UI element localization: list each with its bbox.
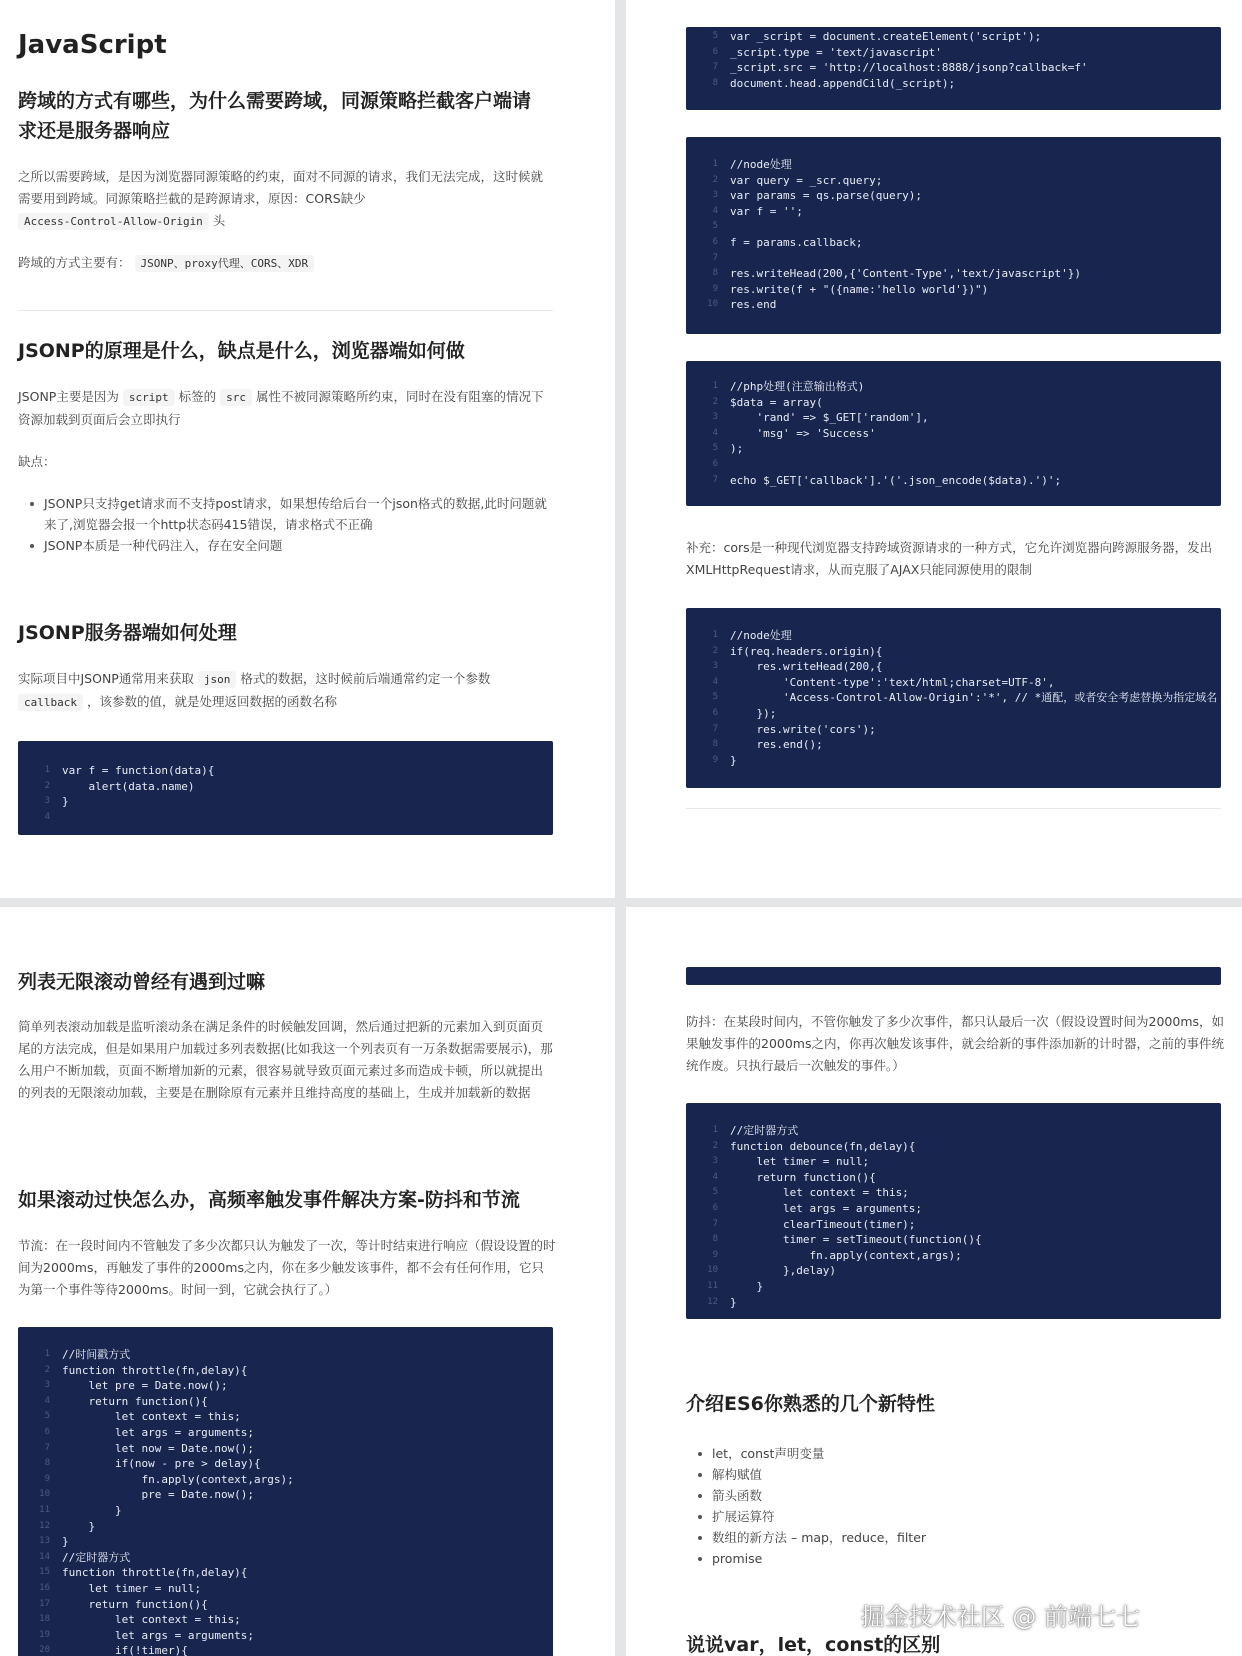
code-line: 7 echo $_GET['callback'].'('.json_encode($data).')';	[712, 473, 1062, 487]
list-item: JSONP本质是一种代码注入，存在安全问题	[18, 535, 548, 556]
jsonp-paragraph	[18, 386, 553, 431]
jsonp-text-c: 属性不被同源策略所约束，同时在没有阻塞的情况下资源加载到页面后会立即执行	[18, 389, 544, 427]
code-line: 9 res.write(f + "({name:'hello world'})")	[712, 282, 989, 296]
code-line: 6 let args = arguments;	[44, 1425, 255, 1439]
code-line: 8 if(now - pre > delay){	[44, 1457, 261, 1471]
cross-methods-label: 跨域的方式主要有：	[18, 255, 131, 270]
code-line: 11 }	[39, 1503, 122, 1517]
list-item: 数组的新方法 – map，reduce，filter	[686, 1527, 1206, 1548]
code-line: 11 }	[707, 1279, 764, 1293]
code-line: 2 function debounce(fn,delay){	[712, 1139, 916, 1153]
list-item: 箭头函数	[686, 1485, 1206, 1506]
page-panel-top-right	[626, 0, 1242, 898]
code-line: 6 let args = arguments;	[712, 1201, 923, 1215]
code-line: 12 }	[39, 1519, 96, 1533]
jsonp-text-a: JSONP主要是因为	[18, 389, 119, 404]
throttle-paragraph: 节流：在一段时间内不管触发了多少次都只认为触发了一次，等计时结束进行响应（假设设置的时间为2000ms，再触发了事件的2000ms之内，你在多少触发该事件，都不会有任何作用，它只为第一个事件等待2000ms。时间一到，它就会执行了。）	[18, 1238, 556, 1297]
code-line: 17 return function(){	[39, 1597, 208, 1611]
code-line: 6 f = params.callback;	[712, 235, 863, 249]
code-line: 3 }	[44, 795, 69, 809]
watermark: 掘金技术社区 @ 前端七七	[860, 1603, 1140, 1631]
heading-throttle-debounce: 如果滚动过快怎么办，高频率触发事件解决方案-防抖和节流	[18, 1189, 520, 1211]
list-item: promise	[686, 1548, 1206, 1569]
inline-code: Access-Control-Allow-Origin	[18, 213, 209, 230]
code-line: 2 $data = array(	[712, 395, 823, 409]
inline-code: script	[123, 389, 175, 406]
code-line: 9 fn.apply(context,args);	[44, 1472, 294, 1486]
code-line: 20 if(!timer){	[39, 1644, 188, 1656]
code-line: 9 }	[712, 753, 737, 767]
code-line: 8 document.head.appendCild(_script);	[712, 76, 956, 90]
code-line: 16 let timer = null;	[39, 1581, 202, 1595]
code-line: 4 'msg' => 'Success'	[712, 426, 876, 440]
code-block-node-server	[686, 137, 1221, 334]
inline-code: JSONP、proxy代理、CORS、XDR	[135, 255, 315, 272]
code-line: 8 timer = setTimeout(function(){	[712, 1233, 982, 1247]
heading-var-let-const: 说说var，let，const的区别	[686, 1634, 941, 1656]
code-line: 3 let pre = Date.now();	[44, 1379, 228, 1393]
code-line: 1 //定时器方式	[712, 1124, 799, 1137]
cross-methods-paragraph	[18, 252, 553, 275]
es6-feature-list	[686, 1443, 1206, 1569]
code-line: 1 //node处理	[712, 629, 792, 642]
code-line: 4 var f = '';	[712, 204, 803, 218]
code-line: 2 var query = _scr.query;	[712, 173, 883, 187]
code-line: 2 alert(data.name)	[44, 779, 195, 793]
code-line: 10 res.end	[707, 298, 777, 312]
server-paragraph	[18, 668, 528, 714]
code-line: 13 }	[39, 1535, 69, 1549]
heading-infinite-scroll: 列表无限滚动曾经有遇到过嘛	[18, 971, 266, 993]
divider	[18, 310, 553, 311]
inline-code: src	[220, 389, 252, 406]
divider	[686, 808, 1221, 809]
server-text-b: 格式的数据，这时候前后端通常约定一个参数	[240, 671, 491, 686]
code-block-throttle	[18, 1327, 553, 1656]
code-line: 5	[712, 221, 718, 232]
code-line: 15 function throttle(fn,delay){	[39, 1566, 248, 1580]
code-line: 7 _script.src = 'http://localhost:8888/jsonp?callback=f'	[712, 61, 1088, 75]
code-line: 7 clearTimeout(timer);	[712, 1217, 916, 1231]
code-line: 18 let context = this;	[39, 1613, 241, 1627]
list-item: 解构赋值	[686, 1464, 1206, 1485]
code-line: 6	[712, 458, 718, 469]
code-line: 4 'Content-type':'text/html;charset=UTF-8',	[712, 675, 1055, 689]
heading-jsonp: JSONP的原理是什么，缺点是什么，浏览器端如何做	[18, 340, 465, 362]
server-text-c: ，该参数的值，就是处理返回数据的函数名称	[86, 694, 337, 709]
code-line: 2 if(req.headers.origin){	[712, 644, 883, 658]
heading-cross-origin: 跨域的方式有哪些，为什么需要跨域，同源策略拦截客户端请求还是服务器响应	[18, 90, 532, 142]
cross-origin-text: 之所以需要跨域，是因为浏览器同源策略的约束，面对不同源的请求，我们无法完成，这时候就需要用到跨域。同源策略拦截的是跨源请求，原因：CORS缺少	[18, 169, 544, 206]
code-block-php-server	[686, 361, 1221, 506]
list-item: 扩展运算符	[686, 1506, 1206, 1527]
cons-list	[18, 493, 548, 556]
page-panel-bottom-left	[0, 907, 615, 1656]
code-line: 5 );	[712, 442, 744, 456]
server-text-a: 实际项目中JSONP通常用来获取	[18, 671, 194, 686]
code-line: 5 'Access-Control-Allow-Origin':'*', // *通配，或者安全考虑替换为指定域名	[712, 691, 1218, 705]
code-line: 10 pre = Date.now();	[39, 1488, 255, 1502]
list-item: let，const声明变量	[686, 1443, 1206, 1464]
cons-label: 缺点：	[18, 454, 56, 469]
code-line: 19 let args = arguments;	[39, 1628, 255, 1642]
code-line: 6 });	[712, 706, 777, 720]
code-block-jsonp-script	[686, 27, 1221, 110]
code-line: 7	[712, 252, 718, 263]
cross-origin-tail: 头	[212, 213, 226, 228]
code-line: 5 var _script = document.createElement('script');	[712, 30, 1042, 43]
inline-code: callback	[18, 694, 83, 711]
code-line: 12 }	[707, 1295, 737, 1309]
page-panel-top-left	[0, 0, 615, 898]
code-line: 3 let timer = null;	[712, 1155, 870, 1169]
list-item: JSONP只支持get请求而不支持post请求，如果想传给后台一个json格式的数据,此时问题就来了,浏览器会报一个http状态码415错误，请求格式不正确	[18, 493, 548, 535]
code-line: 2 function throttle(fn,delay){	[44, 1363, 248, 1377]
code-line: 1 var f = function(data){	[44, 764, 215, 777]
infinite-scroll-paragraph: 简单列表滚动加载是监听滚动条在满足条件的时候触发回调，然后通过把新的元素加入到页面页尾的方法完成，但是如果用户加载过多列表数据(比如我这一个列表页有一万条数据需要展示)，那么用户不断加载，页面不断增加新的元素，很容易就导致页面元素过多而造成卡顿，所以就提出的列表的无限滚动加载，主要是在删除原有元素并且维持高度的基础上，生成并加载新的数据	[18, 1019, 553, 1100]
heading-jsonp-server: JSONP服务器端如何处理	[18, 622, 237, 644]
inline-code: json	[198, 671, 237, 688]
code-block-cors	[686, 608, 1221, 788]
code-block-debounce	[686, 1103, 1221, 1319]
code-line: 7 let now = Date.now();	[44, 1441, 255, 1455]
debounce-paragraph: 防抖：在某段时间内，不管你触发了多少次事件，都只认最后一次（假设设置时间为2000ms，如果触发事件的2000ms之内，你再次触发该事件，就会给新的事件添加新的计时器，之前的事件统统作废。只执行最后一次触发的事件。）	[686, 1014, 1225, 1073]
cors-note: 补充：cors是一种现代浏览器支持跨域资源请求的一种方式，它允许浏览器向跨源服务器，发出XMLHttpRequest请求，从而克服了AJAX只能同源使用的限制	[686, 540, 1213, 577]
cross-origin-paragraph	[18, 166, 553, 233]
code-line: 1 //node处理	[712, 158, 792, 171]
code-line: 4	[44, 811, 50, 822]
page-panel-bottom-right	[626, 907, 1242, 1656]
code-line: 1 //php处理(注意输出格式)	[712, 380, 865, 393]
code-line: 9 fn.apply(context,args);	[712, 1248, 962, 1262]
code-line: 8 res.end();	[712, 738, 823, 752]
code-line: 5 let context = this;	[712, 1186, 909, 1200]
code-line: 1 //时间戳方式	[44, 1348, 131, 1361]
code-line: 14 //定时器方式	[39, 1550, 131, 1564]
code-line: 4 return function(){	[712, 1170, 876, 1184]
code-line: 4 return function(){	[44, 1394, 208, 1408]
code-block-jsonp-client	[18, 741, 553, 835]
jsonp-text-b: 标签的	[178, 389, 217, 404]
page-title: JavaScript	[18, 30, 167, 60]
code-line: 8 res.writeHead(200,{'Content-Type','text/javascript'})	[712, 267, 1081, 281]
code-line: 7 res.write('cors');	[712, 722, 876, 736]
code-line: 5 let context = this;	[44, 1410, 241, 1424]
code-line: 6 _script.type = 'text/javascript'	[712, 45, 942, 59]
code-line: 3 res.writeHead(200,{	[712, 660, 883, 674]
code-line: 3 'rand' => $_GET['random'],	[712, 411, 929, 425]
code-line: 3 var params = qs.parse(query);	[712, 189, 923, 203]
code-block-tail	[686, 967, 1221, 985]
code-line: 10 },delay)	[707, 1264, 836, 1278]
heading-es6: 介绍ES6你熟悉的几个新特性	[686, 1393, 935, 1415]
